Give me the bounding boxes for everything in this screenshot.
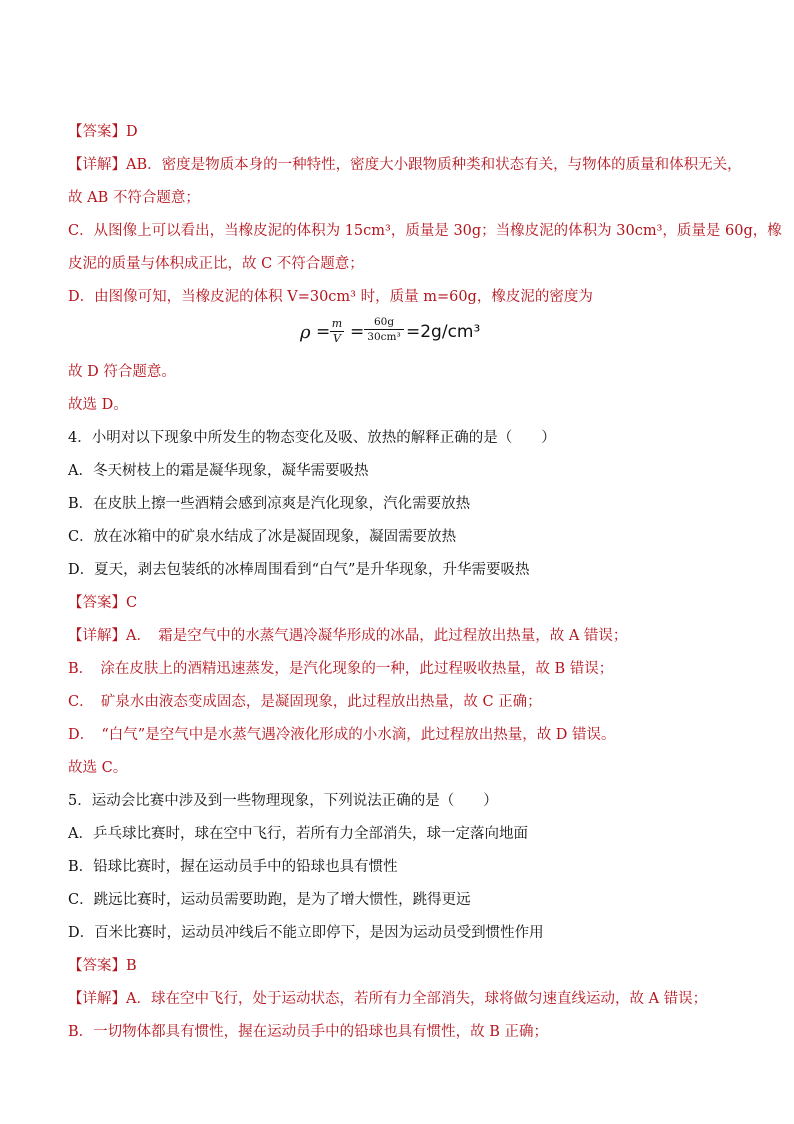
formula-result: =2g/cm³ [406,322,481,342]
text-line: D．夏天，剥去包装纸的冰棒周围看到“白气”是升华现象，升华需要吸热 [68,562,530,578]
text-line: B． 涂在皮肤上的酒精迅速蒸发，是汽化现象的一种，此过程吸收热量，故 B 错误； [68,661,614,677]
density-formula [300,310,560,354]
formula-rho: ρ [300,322,311,343]
formula-fraction-2-denominator: 30cm³ [367,331,401,343]
text-line: 皮泥的质量与体积成正比，故 C 不符合题意； [68,256,364,272]
text-line: 故 D 符合题意。 [68,364,176,380]
text-line: C．放在冰箱中的矿泉水结成了冰是凝固现象，凝固需要放热 [68,529,457,545]
text-line: 故选 C。 [68,760,128,776]
text-line: D．由图像可知，当橡皮泥的体积 V=30cm³ 时，质量 m=60g，橡皮泥的密度为 [68,289,593,305]
text-line: C． 矿泉水由液态变成固态，是凝固现象，此过程放出热量，故 C 正确； [68,694,542,710]
text-line: A．乒乓球比赛时，球在空中飞行，若所有力全部消失，球一定落向地面 [68,826,528,842]
text-line: 【详解】AB．密度是物质本身的一种特性，密度大小跟物质种类和状态有关，与物体的质量和体积无关， [68,157,742,173]
text-line: C．跳远比赛时，运动员需要助跑，是为了增大惯性，跳得更远 [68,892,471,908]
formula-fraction-2-numerator: 60g [373,316,395,328]
text-line: B．铅球比赛时，握在运动员手中的铅球也具有惯性 [68,859,398,875]
text-line: 【详解】A． 霜是空气中的水蒸气遇冷凝华形成的冰晶，此过程放出热量，故 A 错误； [68,628,628,644]
text-line: 5．运动会比赛中涉及到一些物理现象，下列说法正确的是（ ） [68,793,498,809]
formula-equals-2: = [350,322,365,342]
text-line: 【答案】B [68,958,137,974]
formula-equals-1: = [316,322,331,342]
formula-fraction-1-denominator: V [333,332,341,345]
text-line: B．一切物体都具有惯性，握在运动员手中的铅球也具有惯性，故 B 正确； [68,1024,549,1040]
text-line: 故 AB 不符合题意； [68,190,200,206]
text-line: B．在皮肤上擦一些酒精会感到凉爽是汽化现象，汽化需要放热 [68,496,471,512]
text-line: 4．小明对以下现象中所发生的物态变化及吸、放热的解释正确的是（ ） [68,430,556,446]
text-line: A．冬天树枝上的霜是凝华现象，凝华需要吸热 [68,463,369,479]
text-line: C．从图像上可以看出，当橡皮泥的体积为 15cm³，质量是 30g；当橡皮泥的体积为 30cm³，质量是 60g，橡 [68,223,782,239]
text-line: D．百米比赛时，运动员冲线后不能立即停下，是因为运动员受到惯性作用 [68,925,544,941]
formula-fraction-1-numerator: m [331,317,343,330]
text-line: 故选 D。 [68,397,128,413]
text-line: 【答案】C [68,595,138,611]
formula-fraction-m-over-v [330,318,344,345]
formula-fraction-2-bar [364,329,404,330]
text-line: 【答案】D [68,124,138,140]
formula-fraction-values [364,316,404,343]
text-line: 【详解】A．球在空中飞行，处于运动状态，若所有力全部消失，球将做匀速直线运动，故 A 错误； [68,991,708,1007]
text-line: D． “白气”是空气中是水蒸气遇冷液化形成的小水滴，此过程放出热量，故 D 错误。 [68,727,616,743]
